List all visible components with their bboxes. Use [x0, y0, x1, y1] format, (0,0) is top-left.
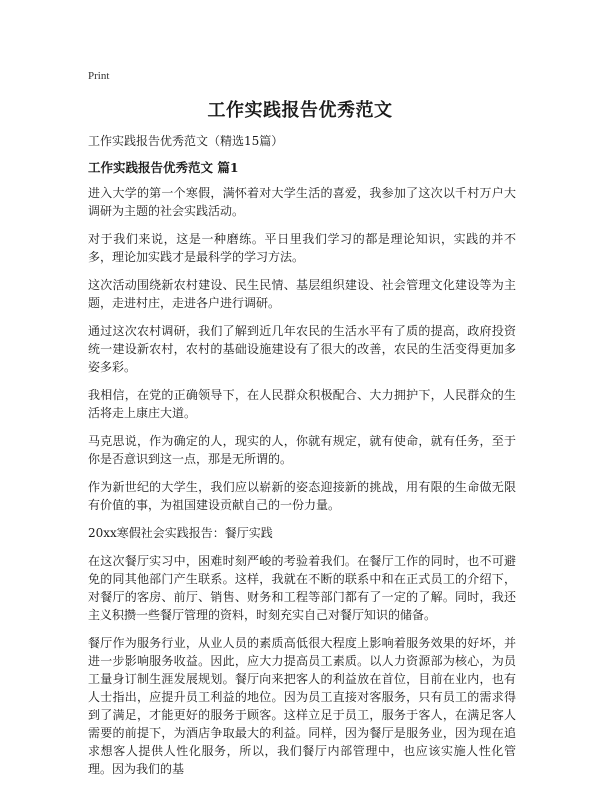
paragraph: 这次活动围绕新农村建设、民生民情、基层组织建设、社会管理文化建设等为主题，走进村庄，走进各户进行调研。	[88, 278, 516, 310]
page-title: 工作实践报告优秀范文	[207, 100, 393, 121]
document-body	[88, 184, 516, 788]
paragraph: 我相信，在党的正确领导下，在人民群众积极配合、大力拥护下，人民群众的生活将走上康庄大道。	[88, 388, 516, 420]
section-label: 20xx寒假社会实践报告：餐厅实践	[88, 526, 273, 540]
paragraph: 餐厅作为服务行业，从业人员的素质高低很大程度上影响着服务效果的好坏，并进一步影响服务收益。因此，应大力提高员工素质。以人力资源部为核心，为员工量身订制生涯发展规划。餐厅向来把客人的利益放在首位，目前在业内，也有人士指出，应提升员工利益的地位。因为员工直接对客服务，只有员工的需求得到了满足，才能更好的服务于顾客。这样立足于员工，服务于客人，在满足客人需要的前提下，为酒店争取最大的利益。同样，因为餐厅是服务业，因为现在追求想客人提供人性化服务，所以，我们餐厅内部管理中，也应该实施人性化管理。因为我们的基	[88, 636, 516, 776]
section-heading: 工作实践报告优秀范文 篇1	[88, 160, 239, 175]
paragraph: 通过这次农村调研，我们了解到近几年农民的生活水平有了质的提高，政府投资统一建设新农村，农村的基础设施建设有了很大的改善，农民的生活变得更加多姿多彩。	[88, 324, 516, 374]
paragraph: 马克思说，作为确定的人，现实的人，你就有规定，就有使命，就有任务，至于你是否意识到这一点，那是无所谓的。	[88, 434, 516, 466]
print-label[interactable]: Print	[88, 70, 110, 82]
paragraph: 对于我们来说，这是一种磨练。平日里我们学习的都是理论知识，实践的并不多，理论加实践才是最科学的学习方法。	[88, 232, 516, 264]
paragraph: 在这次餐厅实习中，困难时刻严峻的考验着我们。在餐厅工作的同时，也不可避免的同其他部门产生联系。这样，我就在不断的联系中和在正式员工的介绍下，对餐厅的客房、前厅、销售、财务和工程等部门都有了一定的了解。同时，我还主义积攒一些餐厅管理的资料，时刻充实自己对餐厅知识的储备。	[88, 554, 516, 622]
document-subtitle: 工作实践报告优秀范文（精选15篇）	[88, 134, 284, 148]
paragraph: 进入大学的第一个寒假，满怀着对大学生活的喜爱，我参加了这次以千村万户大调研为主题的社会实践活动。	[88, 186, 516, 218]
paragraph: 作为新世纪的大学生，我们应以崭新的姿态迎接新的挑战，用有限的生命做无限有价值的事，为祖国建设贡献自己的一份力量。	[88, 480, 516, 512]
